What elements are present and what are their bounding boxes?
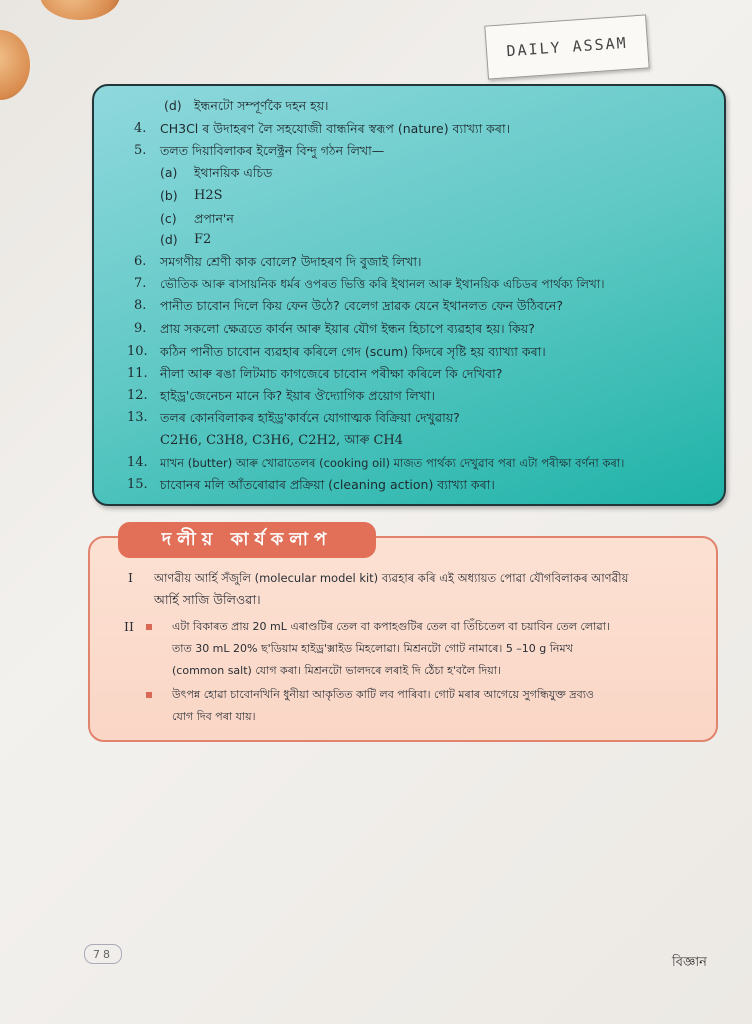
- question-text: মাখন (butter) আৰু খোৱাতেলৰ (cooking oil) মাজত পাৰ্থক্য দেখুৱাব পৰা এটা পৰীক্ষা বৰ্ণনা কৰা।: [160, 456, 625, 470]
- activity-item-text: তাত 30 mL 20% ছ'ডিয়াম হাইড্ৰ'ক্সাইড মিহলোৱা। মিশ্ৰনটো গোট নামাৰে। 5 –10 g নিমখ: [172, 642, 573, 655]
- question-number: 15.: [127, 477, 148, 492]
- question-text: চাবোনৰ মলি আঁতৰোৱাৰ প্ৰক্ৰিয়া (cleaning action) ব্যাখ্যা কৰা।: [160, 477, 495, 492]
- group-activity-title: দলীয় কাৰ্যকলাপ: [118, 522, 376, 558]
- question-text: পানীত চাবোন দিলে কিয় ফেন উঠে? বেলেগ দ্ৰাৱক যেনে ইথানলত ফেন উঠিবনে?: [160, 298, 563, 313]
- finger-shadow: [0, 30, 30, 100]
- question-text: ভৌতিক আৰু ৰাসায়নিক ধৰ্মৰ ওপৰত ভিত্তি কৰি ইথানল আৰু ইথানয়িক এচিডৰ পাৰ্থক্য লিখা।: [160, 277, 605, 291]
- question-number: 11.: [127, 366, 148, 381]
- question-number: 8.: [134, 298, 147, 313]
- sub-text: প্ৰপান'ন: [194, 211, 234, 226]
- question-number: 6.: [134, 254, 147, 269]
- footer-subject: বিজ্ঞান: [672, 955, 707, 970]
- activity-item-text: আৰ্হি সাজি উলিওৱা।: [154, 592, 261, 607]
- question-text: প্ৰায় সকলো ক্ষেত্ৰতে কাৰ্বন আৰু ইয়াৰ যৌগ ইন্ধন হিচাপে ব্যৱহাৰ হয়। কিয়?: [160, 321, 535, 336]
- question-text: হাইড্ৰ'জেনেচন মানে কি? ইয়াৰ ঔদ্যোগিক প্ৰয়োগ লিখা।: [160, 388, 435, 403]
- page-number: 78: [84, 944, 122, 964]
- question-number: 7.: [134, 276, 147, 291]
- sub-text: H2S: [194, 188, 223, 203]
- question-number: 4.: [134, 121, 147, 136]
- question-number: 13.: [127, 410, 148, 425]
- question-text: তলৰ কোনবিলাকৰ হাইড্ৰ'কাৰ্বনে যোগাত্মক বিক্ৰিয়া দেখুৱায়?: [160, 410, 460, 425]
- question-number: 12.: [127, 388, 148, 403]
- question-number: 9.: [134, 321, 147, 336]
- activity-item-text: যোগ দিব পৰা যায়।: [172, 710, 256, 723]
- activity-item-label: II: [124, 619, 134, 634]
- question-d-text: ইন্ধনটো সম্পূৰ্ণকৈ দহন হয়।: [194, 98, 329, 113]
- sub-label: (c): [160, 211, 177, 226]
- sub-label: (b): [160, 188, 178, 203]
- finger-shadow: [40, 0, 120, 20]
- formula-list: C2H6, C3H8, C3H6, C2H2, আৰু CH4: [160, 433, 404, 448]
- question-text: কঠিন পানীত চাবোন ব্যৱহাৰ কৰিলে গেদ (scum) কিদৰে সৃষ্টি হয় ব্যাখ্যা কৰা।: [160, 344, 546, 359]
- sub-label: (a): [160, 165, 178, 180]
- watermark-stamp: DAILY ASSAM: [484, 14, 649, 79]
- question-text: CH3Cl ৰ উদাহৰণ লৈ সহযোজী বান্ধনিৰ স্বৰূপ (nature) ব্যাখ্যা কৰা।: [160, 121, 511, 136]
- question-text: তলত দিয়াবিলাকৰ ইলেক্ট্ৰন বিন্দু গঠন লিখা—: [160, 143, 385, 158]
- question-d-label: (d): [164, 98, 182, 113]
- bullet-icon: [146, 692, 152, 698]
- activity-item-text: আণৱীয় আৰ্হি সঁজুলি (molecular model kit) ব্যৱহাৰ কৰি এই অধ্যায়ত পোৱা যৌগবিলাকৰ আণৱীয়: [154, 571, 629, 585]
- question-text: নীলা আৰু ৰঙা লিটমাচ কাগজেৰে চাবোন পৰীক্ষা কৰিলে কি দেখিবা?: [160, 366, 503, 381]
- activity-item-label: I: [128, 570, 133, 585]
- question-number: 5.: [134, 143, 147, 158]
- question-number: 10.: [127, 344, 148, 359]
- bullet-icon: [146, 624, 152, 630]
- activity-item-text: উৎপন্ন হোৱা চাবোনখিনি ধুনীয়া আকৃতিত কাটি লব পাৰিবা। গোট মৰাৰ আগেয়ে সুগন্ধিযুক্ত দ্ৰব্যও: [172, 688, 595, 701]
- activity-item-text: এটা বিকাৰত প্ৰায় 20 mL এৰাণ্ডটিৰ তেল বা কপাহগুটিৰ তেল বা তিঁচিতেল বা চয়াবিন তেল লোৱা।: [172, 620, 610, 633]
- sub-label: (d): [160, 232, 178, 247]
- activity-item-text: (common salt) যোগ কৰা। মিশ্ৰনটো ভালদৰে লৰাই দি ঠেঁচা হ'বলৈ দিয়া।: [172, 664, 501, 677]
- question-number: 14.: [127, 455, 148, 470]
- question-text: সমগণীয় শ্ৰেণী কাক বোলে? উদাহৰণ দি বুজাই লিখা।: [160, 254, 422, 269]
- sub-text: ইথানয়িক এচিড: [194, 165, 273, 180]
- sub-text: F2: [194, 232, 212, 247]
